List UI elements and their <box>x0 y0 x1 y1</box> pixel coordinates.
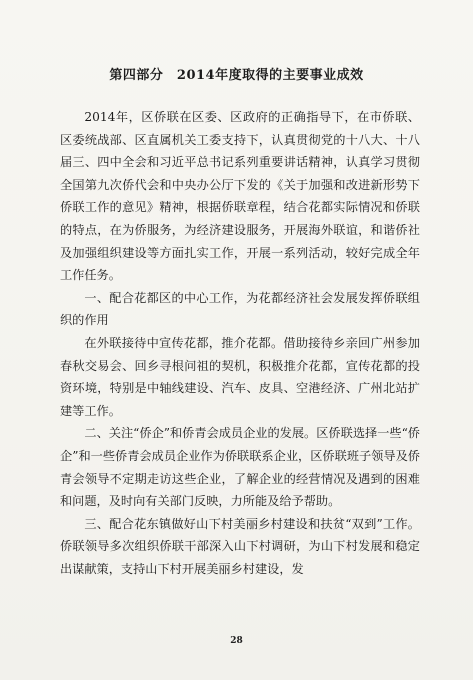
section-paragraph-2: 二、关注“侨企”和侨青会成员企业的发展。区侨联选择一些“侨企”和一些侨青会成员企业作为侨联联系企业，区侨联班子领导及侨青会领导不定期走访这些企业，了解企业的经营情况及遇到的困难和问题，及时向有关部门反映，力所能及给予帮助。 <box>60 426 420 509</box>
section-paragraph-1: 在外联接待中宣传花都，推介花都。借助接待乡亲回广州参加春秋交易会、回乡寻根问祖的契机，积极推介花都，宣传花都的投资环境，特别是中轴线建设、汽车、皮具、空港经济、广州北站扩建等工作。 <box>60 335 420 418</box>
page-number: 28 <box>230 636 243 646</box>
intro-paragraph: 2014年，区侨联在区委、区政府的正确指导下，在市侨联、区委统战部、区直属机关工委支持下，认真贯彻党的十八大、十八届三、四中全会和习近平总书记系列重要讲话精神，认真学习贯彻全国第九次侨代会和中央办公厅下发的《关于加强和改进新形势下侨联工作的意见》精神，根据侨联章程，结合花都实际情况和侨联的特点，在为侨服务，为经济建设服务，开展海外联谊，和谐侨社及加强组织建设等方面扎实工作，开展一系列活动，较好完成全年工作任务。 <box>60 110 420 283</box>
document-body <box>60 106 420 580</box>
section-paragraph-3: 三、配合花东镇做好山下村美丽乡村建设和扶贫“双到”工作。侨联领导多次组织侨联干部深入山下村调研，为山下村发展和稳定出谋献策，支持山下村开展美丽乡村建设，发 <box>60 516 420 576</box>
section-heading-1: 一、配合花都区的中心工作，为花都经济社会发展发挥侨联组织的作用 <box>60 290 420 328</box>
page-title: 第四部分 2014年度取得的主要事业成效 <box>109 68 364 83</box>
